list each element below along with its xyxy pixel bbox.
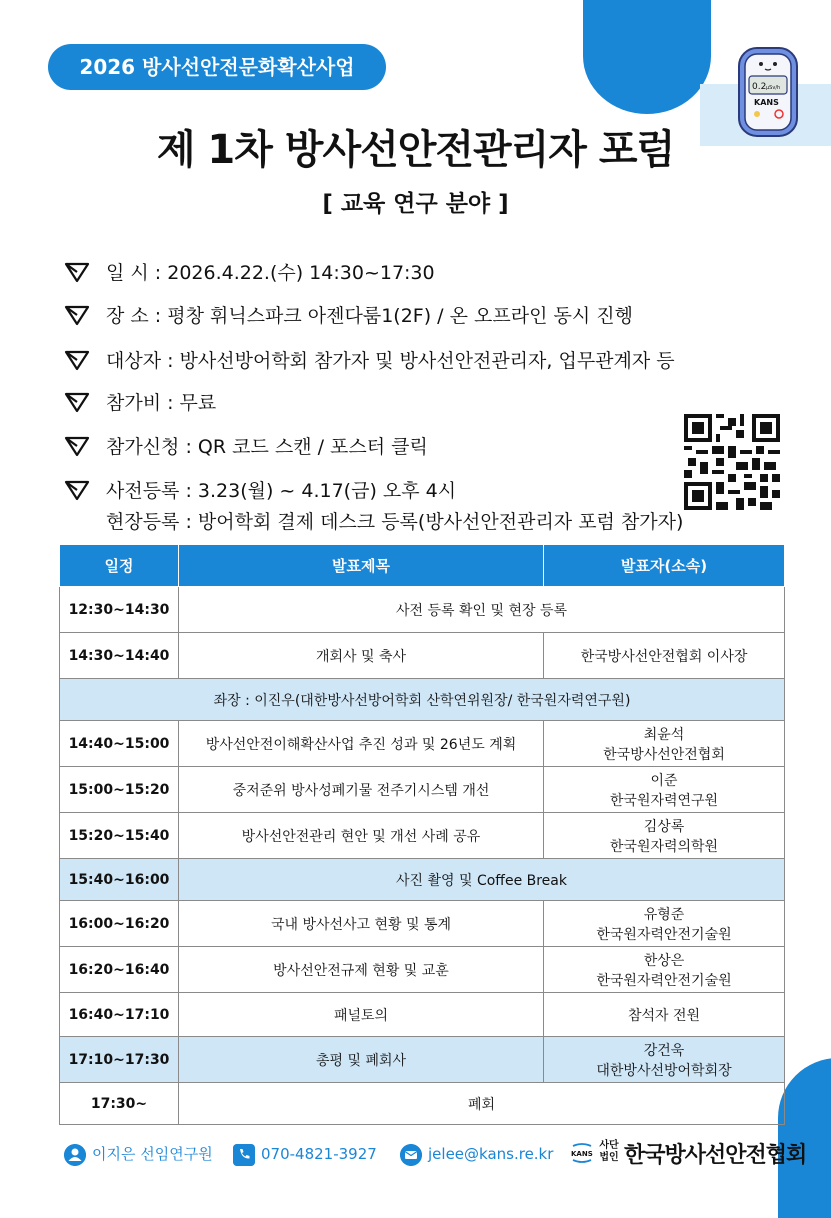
speaker-org: 한국방사선안전협회 xyxy=(603,746,725,763)
info-item-apply xyxy=(64,432,428,459)
decorative-circle-top xyxy=(583,0,711,114)
speaker-name: 유형준 xyxy=(643,906,685,923)
triangle-pointer-icon xyxy=(64,349,90,371)
info-item-date xyxy=(64,258,435,285)
speaker-name: 김상록 xyxy=(643,818,685,835)
footer-contact xyxy=(64,1143,213,1165)
title-cell: 중저준위 방사성폐기물 전주기시스템 개선 xyxy=(179,767,544,813)
speaker-cell: 한국방사선안전협회 이사장 xyxy=(544,633,785,679)
triangle-pointer-icon xyxy=(64,261,90,283)
info-item-onsite xyxy=(106,507,683,534)
title-cell: 사전 등록 확인 및 현장 등록 xyxy=(179,587,785,633)
speaker-org: 한국원자력안전기술원 xyxy=(596,972,732,989)
title-cell: 국내 방사선사고 현황 및 통계 xyxy=(179,901,544,947)
title-cell: 폐회 xyxy=(179,1083,785,1125)
table-row xyxy=(60,813,785,859)
header-cell-time: 일정 xyxy=(60,545,179,587)
speaker-org: 한국원자력안전기술원 xyxy=(596,926,732,943)
time-cell: 12:30~14:30 xyxy=(60,587,179,633)
info-text: 장 소 : 평창 휘닉스파크 아젠다룸1(2F) / 온 오프라인 동시 진헹 xyxy=(106,305,633,327)
info-text: 참가비 : 무료 xyxy=(106,392,217,414)
table-row xyxy=(60,1083,785,1125)
header-cell-title: 발표제목 xyxy=(179,545,544,587)
time-cell: 15:20~15:40 xyxy=(60,813,179,859)
header-cell-speaker: 발표자(소속) xyxy=(544,545,785,587)
table-row xyxy=(60,859,785,901)
table-row xyxy=(60,1037,785,1083)
info-text: 참가신청 : QR 코드 스캔 / 포스터 클릭 xyxy=(106,436,428,458)
page-subtitle: [ 교육 연구 분야 ] xyxy=(322,191,509,217)
time-cell: 15:40~16:00 xyxy=(60,859,179,901)
title-cell: 총평 및 폐회사 xyxy=(179,1037,544,1083)
contact-name: 이지은 선임연구원 xyxy=(92,1145,213,1163)
table-header-row xyxy=(60,545,785,587)
speaker-cell xyxy=(544,813,785,859)
triangle-pointer-icon xyxy=(64,304,90,326)
chair-cell: 좌장 : 이진우(대한방사선방어학회 산학연위원장/ 한국원자력연구원) xyxy=(60,679,785,721)
time-cell: 16:40~17:10 xyxy=(60,993,179,1037)
logo-mark-text: KANS xyxy=(571,1150,593,1158)
mascot-brand: KANS xyxy=(754,98,779,107)
email-icon xyxy=(400,1144,422,1166)
schedule-table xyxy=(59,544,785,1125)
time-cell: 16:00~16:20 xyxy=(60,901,179,947)
phone-icon xyxy=(233,1144,255,1166)
info-item-fee xyxy=(64,388,216,415)
speaker-cell xyxy=(544,901,785,947)
time-cell: 16:20~16:40 xyxy=(60,947,179,993)
table-row xyxy=(60,947,785,993)
mascot-screen-unit: μSv/h xyxy=(766,85,781,91)
table-row xyxy=(60,993,785,1037)
speaker-cell xyxy=(544,721,785,767)
title-cell: 패널토의 xyxy=(179,993,544,1037)
info-item-place xyxy=(64,301,633,328)
footer-email xyxy=(400,1143,553,1165)
title-cell: 방사선안전관리 현안 및 개선 사례 공유 xyxy=(179,813,544,859)
info-text: 현장등록 : 방어학회 결제 데스크 등록(방사선안전관리자 포럼 참가자) xyxy=(106,511,684,533)
triangle-pointer-icon xyxy=(64,391,90,413)
triangle-pointer-icon xyxy=(64,479,90,501)
speaker-cell xyxy=(544,947,785,993)
table-row xyxy=(60,767,785,813)
table-row xyxy=(60,721,785,767)
info-item-audience xyxy=(64,346,675,373)
mascot-screen-value: 0.2 xyxy=(752,82,767,92)
time-cell: 15:00~15:20 xyxy=(60,767,179,813)
info-text: 일 시 : 2026.4.22.(수) 14:30~17:30 xyxy=(106,262,435,284)
time-cell: 14:40~15:00 xyxy=(60,721,179,767)
program-pill: 2026 방사선안전문화확산사업 xyxy=(48,44,386,90)
table-row xyxy=(60,901,785,947)
speaker-cell: 참석자 전원 xyxy=(544,993,785,1037)
speaker-cell xyxy=(544,767,785,813)
speaker-name: 최윤석 xyxy=(643,726,685,743)
time-cell: 17:30~ xyxy=(60,1083,179,1125)
contact-email[interactable]: jelee@kans.re.kr xyxy=(428,1145,554,1163)
info-text: 사전등록 : 3.23(월) ~ 4.17(금) 오후 4시 xyxy=(106,480,457,502)
qr-code-icon[interactable] xyxy=(684,414,780,510)
title-cell: 사진 촬영 및 Coffee Break xyxy=(179,859,785,901)
info-item-preregister xyxy=(64,476,456,503)
org-logo-text: 한국방사선안전협회 xyxy=(624,1143,807,1168)
person-icon xyxy=(64,1144,86,1166)
chair-row xyxy=(60,679,785,721)
page-title: 제 1차 방사선안전관리자 포럼 xyxy=(156,127,675,173)
speaker-org: 한국원자력연구원 xyxy=(609,792,719,809)
info-text: 대상자 : 방사선방어학회 참가자 및 방사선안전관리자, 업무관계자 등 xyxy=(106,350,675,372)
logo-corp-label: 사단 법인 xyxy=(599,1140,619,1163)
speaker-org: 대한방사선방어학회장 xyxy=(596,1062,732,1079)
speaker-name: 강건욱 xyxy=(643,1042,685,1059)
time-cell: 14:30~14:40 xyxy=(60,633,179,679)
table-row xyxy=(60,587,785,633)
time-cell: 17:10~17:30 xyxy=(60,1037,179,1083)
title-cell: 방사선안전규제 현황 및 교훈 xyxy=(179,947,544,993)
title-cell: 개회사 및 축사 xyxy=(179,633,544,679)
speaker-name: 이준 xyxy=(650,772,678,789)
speaker-name: 한상은 xyxy=(643,952,685,969)
footer-phone xyxy=(233,1143,377,1165)
speaker-cell xyxy=(544,1037,785,1083)
speaker-org: 한국원자력의학원 xyxy=(609,838,719,855)
title-cell: 방사선안전이해확산사업 추진 성과 및 26년도 계획 xyxy=(179,721,544,767)
triangle-pointer-icon xyxy=(64,435,90,457)
kans-logo-icon xyxy=(570,1142,594,1164)
table-row xyxy=(60,633,785,679)
contact-phone[interactable]: 070-4821-3927 xyxy=(261,1145,377,1163)
